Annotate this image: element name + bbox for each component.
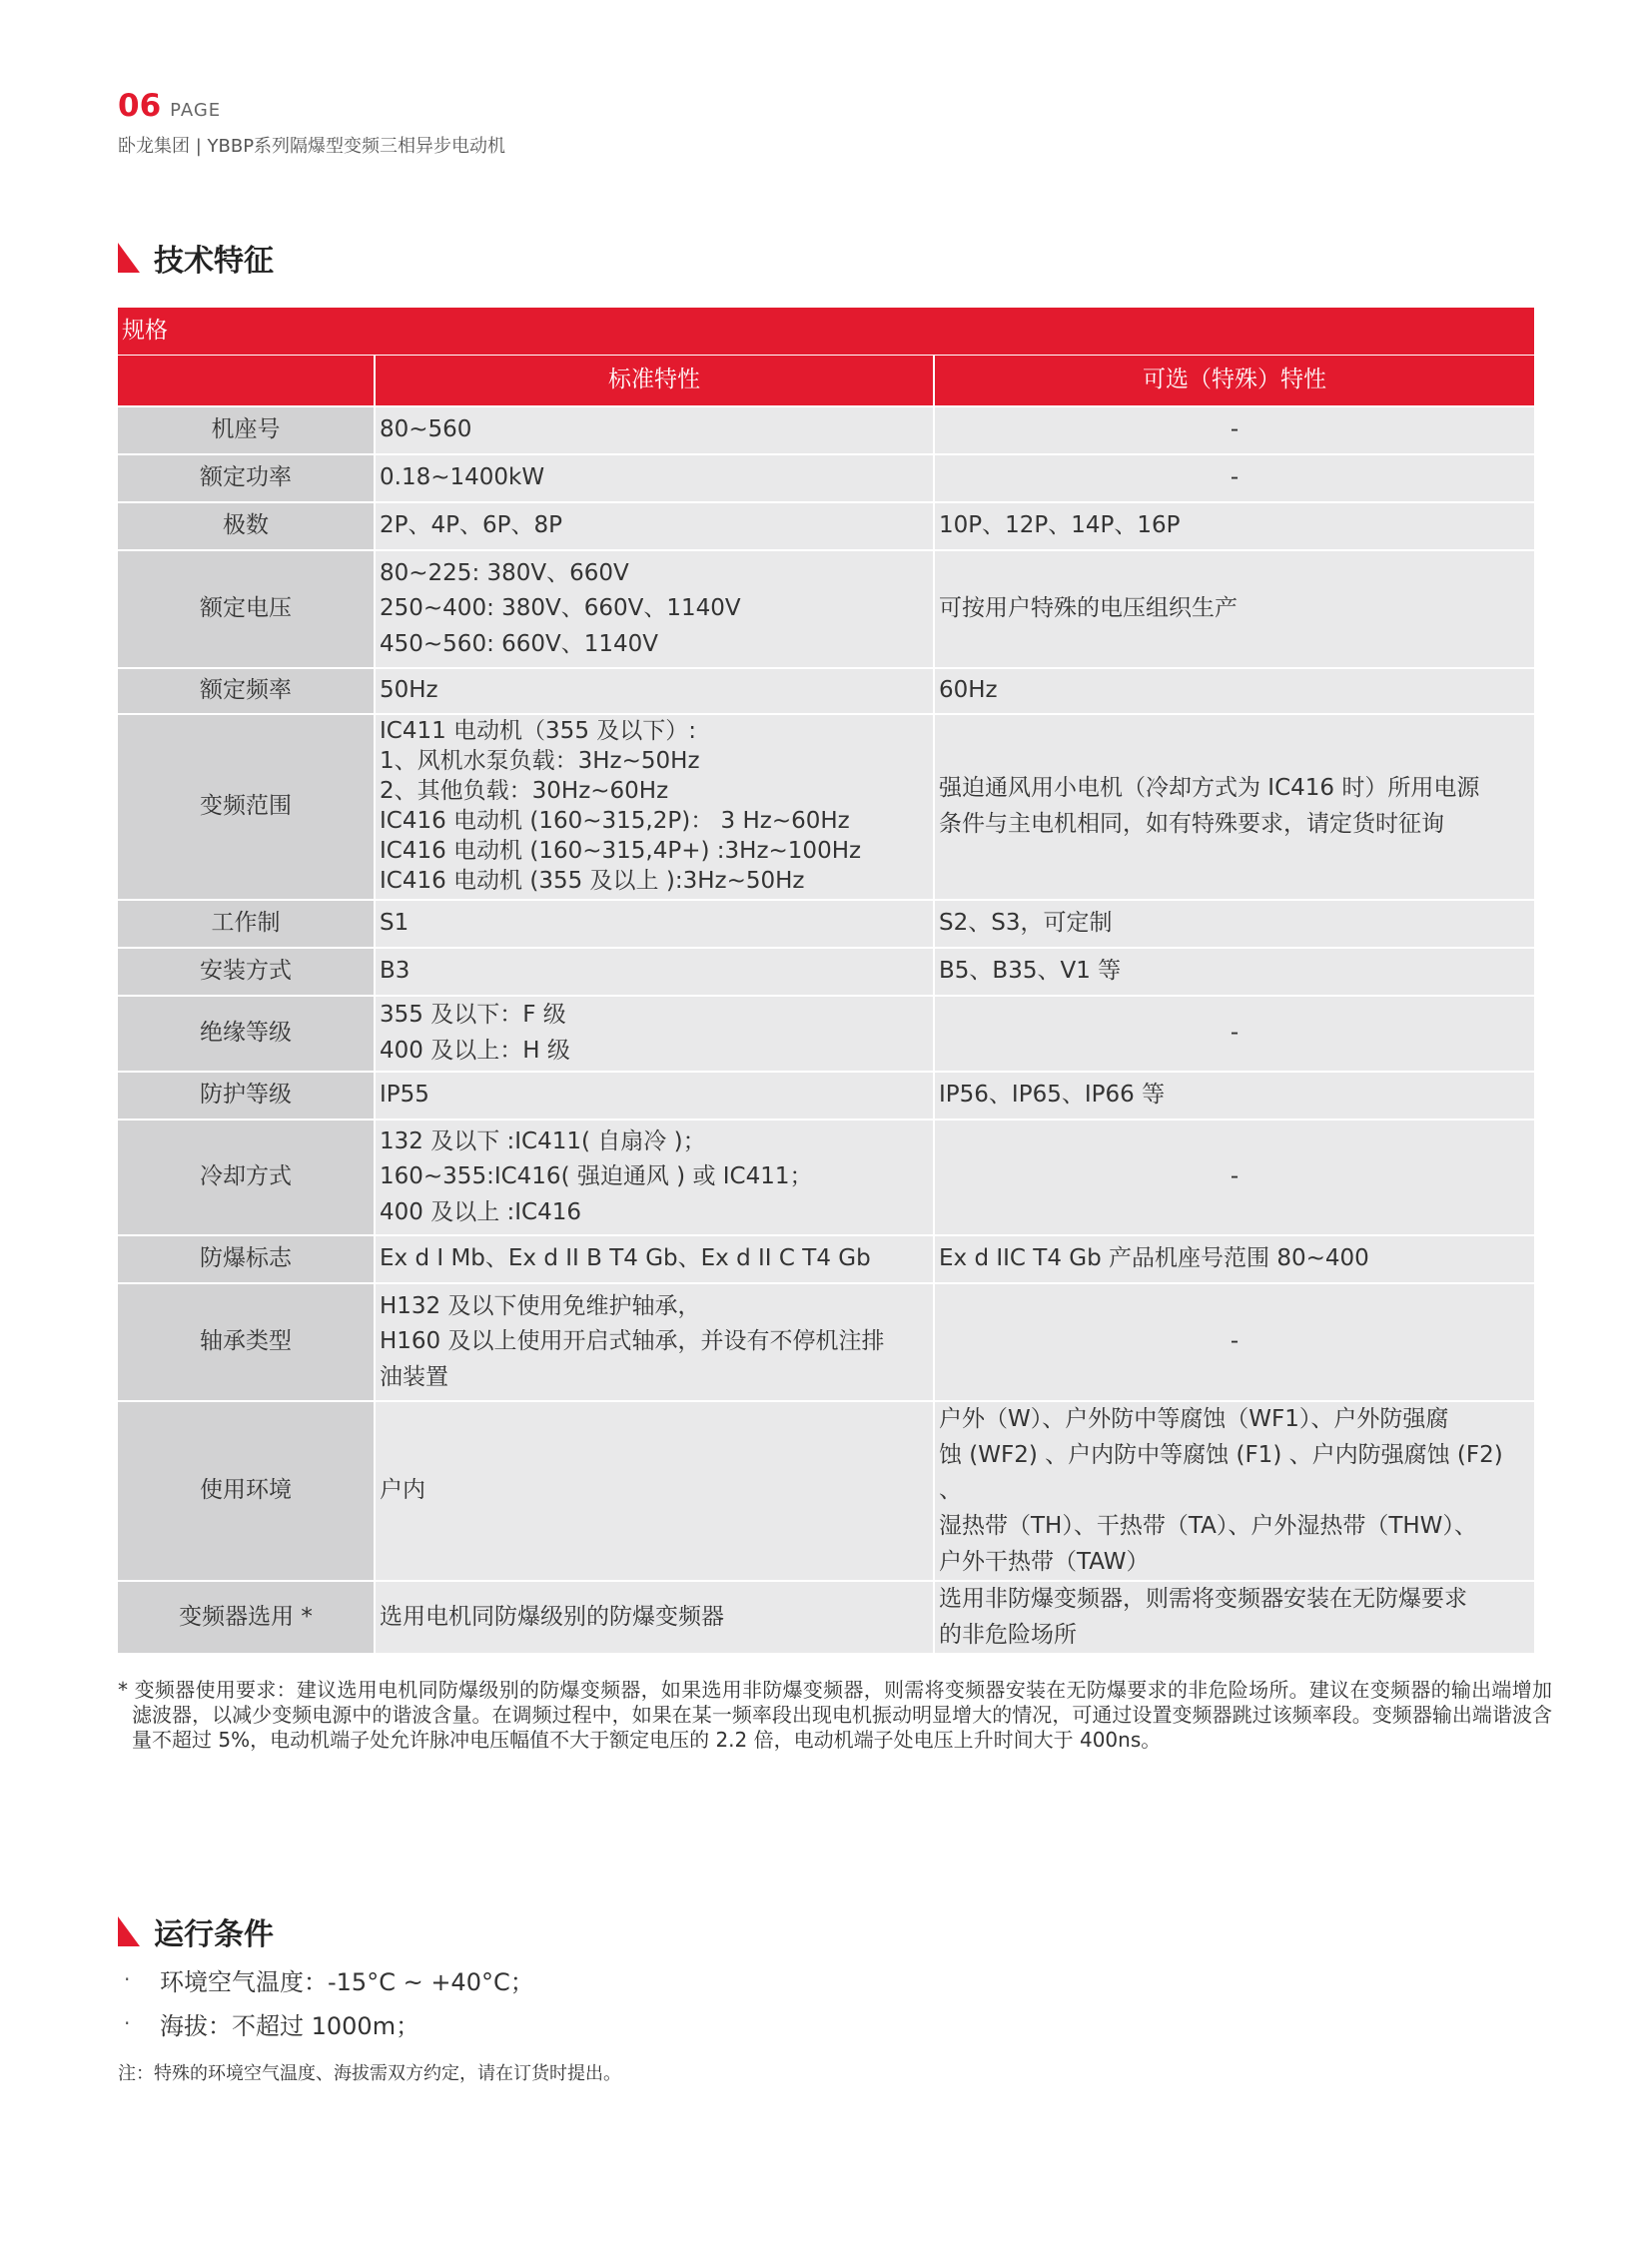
spec-table xyxy=(118,308,1534,1653)
page-label: PAGE xyxy=(170,100,222,121)
table-row xyxy=(118,1120,1534,1235)
row-label: 安装方式 xyxy=(118,948,375,996)
standard-value-line: 450~560: 660V、1140V xyxy=(380,630,659,657)
section-title-text: 运行条件 xyxy=(154,1917,274,1952)
section-title-operation xyxy=(118,1909,274,1953)
standard-value-line: 400 及以上 :IC416 xyxy=(380,1198,582,1225)
optional-value-line: - xyxy=(1230,416,1239,443)
table-row xyxy=(118,668,1534,714)
table-title: 规格 xyxy=(118,308,1534,356)
row-label: 防爆标志 xyxy=(118,1235,375,1283)
row-label: 额定电压 xyxy=(118,550,375,668)
standard-value-line: 选用电机同防爆级别的防爆变频器 xyxy=(380,1604,724,1631)
optional-value xyxy=(934,454,1534,502)
optional-value-line: 10P、12P、14P、16P xyxy=(939,512,1181,539)
optional-value-line: - xyxy=(1230,464,1239,491)
optional-value xyxy=(934,996,1534,1072)
optional-value-line: 60Hz xyxy=(939,677,998,704)
table-header-row xyxy=(118,356,1534,407)
standard-value-line: H132 及以下使用免维护轴承， xyxy=(380,1292,701,1319)
standard-value-line: 2、其他负载：30Hz~60Hz xyxy=(380,778,669,805)
table-title-row xyxy=(118,308,1534,356)
document-subtitle: 卧龙集团 | YBBP系列隔爆型变频三相异步电动机 xyxy=(118,136,506,157)
section-title-text: 技术特征 xyxy=(154,244,274,279)
standard-value-line: IP55 xyxy=(380,1082,429,1109)
row-label: 使用环境 xyxy=(118,1401,375,1581)
red-corner-marker-icon xyxy=(118,243,140,273)
standard-value-line: 80~225: 380V、660V xyxy=(380,559,629,586)
standard-value-line: 160~355:IC416( 强迫通风 ) 或 IC411； xyxy=(380,1163,813,1190)
row-label: 防护等级 xyxy=(118,1072,375,1120)
standard-value xyxy=(375,550,934,668)
row-label: 极数 xyxy=(118,502,375,550)
standard-value xyxy=(375,1401,934,1581)
header-standard: 标准特性 xyxy=(375,356,934,407)
optional-value-line: S2、S3，可定制 xyxy=(939,910,1113,937)
optional-value-line: 选用非防爆变频器，则需将变频器安装在无防爆要求 xyxy=(939,1586,1467,1613)
standard-value-line: IC416 电动机 (160~315,4P+) :3Hz~100Hz xyxy=(380,837,862,864)
standard-value-line: 油装置 xyxy=(380,1363,448,1390)
bullet-dot-icon: · xyxy=(124,1967,131,1991)
table-row xyxy=(118,550,1534,668)
optional-value xyxy=(934,1401,1534,1581)
standard-value-line: 132 及以下 :IC411( 自扇冷 )； xyxy=(380,1127,706,1154)
table-row xyxy=(118,1581,1534,1653)
optional-value-line: 湿热带（TH）、干热带（TA）、户外湿热带（THW）、 xyxy=(939,1512,1477,1539)
optional-value xyxy=(934,1120,1534,1235)
optional-value xyxy=(934,1283,1534,1401)
optional-value-line: - xyxy=(1230,1163,1239,1190)
operation-conditions-list xyxy=(124,1957,534,2045)
section-title-tech xyxy=(118,236,274,280)
row-label: 变频器选用 * xyxy=(118,1581,375,1653)
optional-value xyxy=(934,406,1534,454)
standard-value-line: IC416 电动机 (160~315,2P)： 3 Hz~60Hz xyxy=(380,808,850,834)
optional-value xyxy=(934,1581,1534,1653)
standard-value-line: 户内 xyxy=(380,1477,425,1504)
table-row xyxy=(118,1072,1534,1120)
row-label: 轴承类型 xyxy=(118,1283,375,1401)
standard-value-line: 1、风机水泵负载：3Hz~50Hz xyxy=(380,748,700,775)
table-row xyxy=(118,1401,1534,1581)
list-item xyxy=(124,2001,534,2045)
footnote: * 变频器使用要求：建议选用电机同防爆级别的防爆变频器，如果选用非防爆变频器，则需将变频器安装在无防爆要求的非危险场所。建议在变频器的输出端增加滤波器，以减少变频电源中的谐波含量。在调频过程中，如果在某一频率段出现电机振动明显增大的情况，可通过设置变频器跳过该频率段。变频器输出端谐波含量不超过 5%，电动机端子处允许脉冲电压幅值不大于额定电压的 2.2 倍，电动机端子处电压上升时间大于 400ns。 xyxy=(118,1678,1552,1752)
standard-value-line: IC411 电动机（355 及以下）: xyxy=(380,718,697,745)
table-row xyxy=(118,996,1534,1072)
optional-value xyxy=(934,1235,1534,1283)
row-label: 额定频率 xyxy=(118,668,375,714)
optional-value-line: Ex d IIC T4 Gb 产品机座号范围 80~400 xyxy=(939,1245,1369,1272)
standard-value-line: 2P、4P、6P、8P xyxy=(380,512,563,539)
standard-value-line: 0.18~1400kW xyxy=(380,464,545,491)
table-row xyxy=(118,1283,1534,1401)
page-number-value: 06 xyxy=(118,88,162,124)
list-item-text: 海拔：不超过 1000m； xyxy=(160,2011,420,2040)
standard-value xyxy=(375,996,934,1072)
optional-value-line: - xyxy=(1230,1328,1239,1355)
standard-value xyxy=(375,668,934,714)
standard-value-line: 250~400: 380V、660V、1140V xyxy=(380,595,741,622)
standard-value xyxy=(375,1581,934,1653)
optional-value-line: 条件与主电机相同，如有特殊要求，请定货时征询 xyxy=(939,811,1444,837)
optional-value xyxy=(934,948,1534,996)
standard-value-line: S1 xyxy=(380,910,410,937)
table-row xyxy=(118,1235,1534,1283)
row-label: 工作制 xyxy=(118,900,375,948)
optional-value-line: - xyxy=(1230,1020,1239,1047)
standard-value-line: Ex d I Mb、Ex d II B T4 Gb、Ex d II C T4 Gb xyxy=(380,1245,871,1272)
table-row xyxy=(118,454,1534,502)
optional-value xyxy=(934,550,1534,668)
standard-value-line: 355 及以下：F 级 xyxy=(380,1002,566,1029)
optional-value-line: B5、B35、V1 等 xyxy=(939,958,1122,985)
row-label: 额定功率 xyxy=(118,454,375,502)
standard-value-line: B3 xyxy=(380,958,411,985)
operation-note: 注：特殊的环境空气温度、海拔需双方约定，请在订货时提出。 xyxy=(118,2063,621,2084)
optional-value-line: 强迫通风用小电机（冷却方式为 IC416 时）所用电源 xyxy=(939,775,1480,802)
standard-value xyxy=(375,406,934,454)
optional-value-line: 可按用户特殊的电压组织生产 xyxy=(939,595,1238,622)
standard-value-line: 400 及以上：H 级 xyxy=(380,1038,570,1064)
optional-value-line: 户外（W）、户外防中等腐蚀（WF1）、户外防强腐 xyxy=(939,1406,1449,1432)
table-row xyxy=(118,714,1534,900)
optional-value-line: 户外干热带（TAW） xyxy=(939,1548,1150,1575)
list-item xyxy=(124,1957,534,2001)
row-label: 变频范围 xyxy=(118,714,375,900)
table-row xyxy=(118,502,1534,550)
spec-table-body xyxy=(118,406,1534,1653)
standard-value xyxy=(375,714,934,900)
bullet-dot-icon: · xyxy=(124,2011,131,2035)
row-label: 绝缘等级 xyxy=(118,996,375,1072)
standard-value-line: H160 及以上使用开启式轴承，并设有不停机注排 xyxy=(380,1328,885,1355)
optional-value xyxy=(934,714,1534,900)
header-empty-cell xyxy=(118,356,375,407)
optional-value-line: IP56、IP65、IP66 等 xyxy=(939,1082,1166,1109)
optional-value xyxy=(934,1072,1534,1120)
standard-value xyxy=(375,502,934,550)
list-item-text: 环境空气温度：-15°C ~ +40°C； xyxy=(160,1967,534,1996)
optional-value-line: 蚀 (WF2) 、户内防中等腐蚀 (F1) 、户内防强腐蚀 (F2) 、 xyxy=(939,1441,1503,1504)
standard-value-line: 50Hz xyxy=(380,677,438,704)
table-row xyxy=(118,406,1534,454)
standard-value xyxy=(375,1283,934,1401)
standard-value-line: IC416 电动机 (355 及以上 ):3Hz~50Hz xyxy=(380,867,805,894)
optional-value xyxy=(934,900,1534,948)
standard-value xyxy=(375,1072,934,1120)
standard-value xyxy=(375,1120,934,1235)
standard-value xyxy=(375,1235,934,1283)
standard-value xyxy=(375,948,934,996)
optional-value xyxy=(934,502,1534,550)
optional-value-line: 的非危险场所 xyxy=(939,1621,1077,1648)
header-optional: 可选（特殊）特性 xyxy=(934,356,1534,407)
standard-value-line: 80~560 xyxy=(380,416,472,443)
table-row xyxy=(118,900,1534,948)
row-label: 机座号 xyxy=(118,406,375,454)
standard-value xyxy=(375,454,934,502)
row-label: 冷却方式 xyxy=(118,1120,375,1235)
standard-value xyxy=(375,900,934,948)
red-corner-marker-icon xyxy=(118,1916,140,1946)
page-number xyxy=(118,88,221,124)
optional-value xyxy=(934,668,1534,714)
table-row xyxy=(118,948,1534,996)
